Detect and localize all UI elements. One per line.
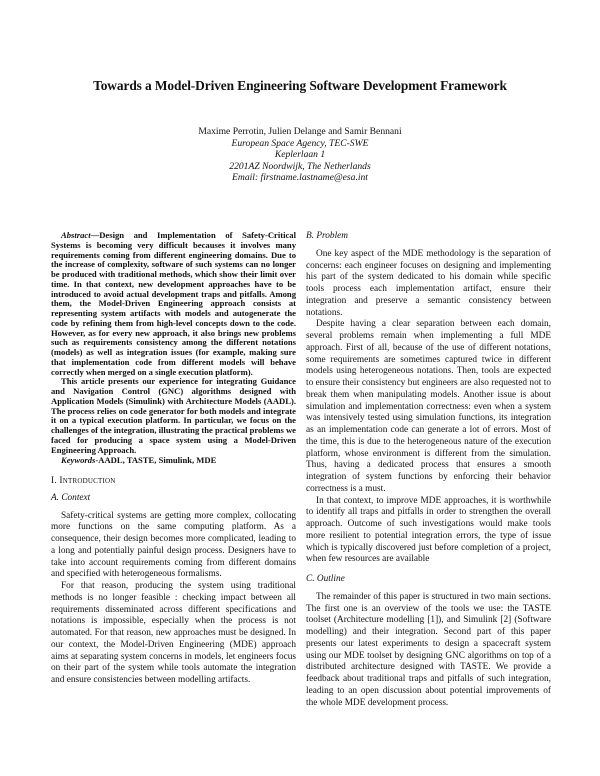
problem-paragraph-1: One key aspect of the MDE methodology is the separation of concerns: each engineer focuses on designing and implementing his part of the system dedicated to his domain while specific tools process each implementation artifact, ensure their integration and preserve a semantic consistency between notations. bbox=[306, 248, 551, 318]
keywords-text: -AADL, TASTE, Simulink, MDE bbox=[95, 455, 217, 466]
keywords-lead: Keywords bbox=[61, 455, 96, 466]
problem-paragraph-2: Despite having a clear separation between each domain, several problems remain when implementing a full MDE approach. First of all, because of the use of different notations, some requirements are sometimes captured twice in different models using heterogeneous notations. Then, tools are expected to ensure their consistency but engineers are also requested not to break them when manipulating models. Another issue is about simulation and implementation correctness: even when a system was intensively tested using simulation functions, its integration as an implementation code can generate a lot of errors. Most of the time, this is due to the heterogeneous nature of the execution platform, whose environment is different from the simulation. Thus, having a dedicated process that ensures a smooth integration of system functions by enforcing their behavior correctness is a must. bbox=[306, 319, 551, 494]
left-column bbox=[51, 231, 296, 687]
right-column bbox=[306, 231, 551, 709]
keywords bbox=[51, 456, 296, 466]
context-paragraph-2: For that reason, producing the system using traditional methods is no longer feasible : checking impact between all requirements disseminated across different specifications and notations is impossible, especially when the process is not automated. For that reason, new approaches must be designed. In our context, the Model-Driven Engineering (MDE) approach aims at separating system concerns in models, let engineers focus on their part of the system while tools automate the integration and ensure consistencies between modelling artifacts. bbox=[51, 581, 296, 685]
subsection-heading-problem: B. Problem bbox=[306, 231, 348, 241]
address-line-2: 2201AZ Noordwijk, The Netherlands bbox=[229, 160, 371, 172]
author-names: Maxime Perrotin, Julien Delange and Samir Bennani bbox=[198, 126, 402, 137]
abstract-paragraph-1 bbox=[51, 231, 296, 377]
email: Email: firstname.lastname@esa.int bbox=[232, 172, 368, 184]
outline-paragraph-1: The remainder of this paper is structured in two main sections. The first one is an overview of the tools we use: the TASTE toolset (Architecture modelling [1]), and Simulink [2] (Software modelling) and their integration. Second part of this paper presents our latest experiments to design a spacecraft system using our MDE toolset by designing GNC algorithms on top of a distributed architecture designed with TASTE. We provide a feedback about traditional traps and pitfalls of such integration, leading to an open discussion about potential improvements of the whole MDE development process. bbox=[306, 591, 551, 708]
subsection-heading-outline: C. Outline bbox=[306, 574, 345, 584]
author-block bbox=[0, 126, 600, 184]
subsection-heading-context: A. Context bbox=[51, 492, 91, 503]
abstract-lead: Abstract bbox=[61, 230, 91, 240]
section-heading-introduction: I. Introduction bbox=[51, 476, 116, 486]
problem-paragraph-3: In that context, to improve MDE approaches, it is worthwhile to identify all traps and pitfalls in order to strengthen the overall approach. Outcome of such investigations would make tools more resilient to potential integration errors, the type of issue which is typically discovered just before completion of a project, when few resources are available bbox=[306, 495, 551, 565]
context-paragraph-1: Safety-critical systems are getting more complex, collocating more functions on the same computing platform. As a consequence, their design becomes more complicated, leading to a long and potentially painful design process. Designers have to take into account requirements coming from different domains and specified with heterogeneous formalisms. bbox=[51, 510, 296, 580]
address-line-1: Keplerlaan 1 bbox=[274, 149, 326, 161]
paper-title: Towards a Model-Driven Engineering Software Development Framework bbox=[93, 78, 507, 93]
abstract-text-1: —Design and Implementation of Safety-Critical Systems is becoming very difficult becauses it involves many requirements coming from different engineering domains. Due to the increase of complexity, software of such systems can no longer be produced with traditional methods, which show their limit over time. In that context, new development approaches have to be introduced to avoid actual development traps and pitfalls. Among them, the Model-Driven Engineering approach consists at representing system artifacts with models and autogenerate the code by refining them from high-level concepts down to the code. However, as for every new approach, it also brings new problems such as requirements consistency among the different notations (models) as well as integration issues (for example, making sure that implementation code from different models will behave correctly when merged on a single execution platform). bbox=[51, 230, 296, 377]
abstract-paragraph-2: This article presents our experience for integrating Guidance and Navigation Control (GNC) algorithms designed with Application Models (Simulink) with Architecture Models (AADL). The process relies on code generator for both models and integrate it on a typical execution platform. In particular, we focus on the challenges of the integration, illustrating the practical problems we faced for producing a space system using a Model-Driven Engineering Approach. bbox=[51, 376, 296, 455]
affiliation: European Space Agency, TEC-SWE bbox=[231, 137, 369, 149]
